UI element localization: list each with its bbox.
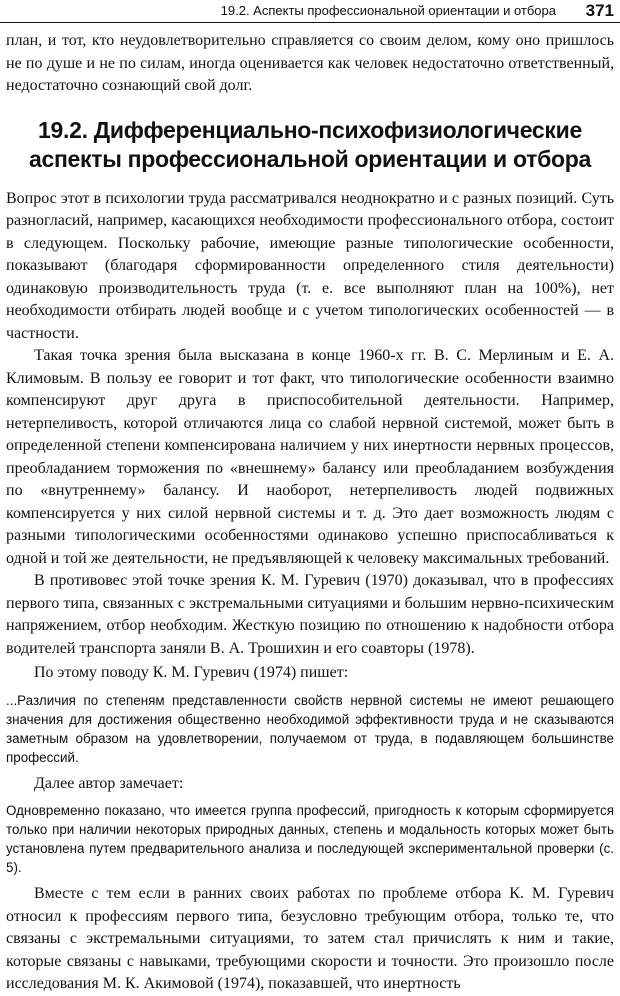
paragraph-3: В противовес этой точке зрения К. М. Гуревич (1970) доказывал, что в профессиях первого типа, связанных с экстремальными ситуациями и большим нервно-психическим напряжением, отбор необходим. Жесткую позицию по отношению к надобности отбора водителей транспорта заняли В. А. Трошихин и его соавторы (1978). xyxy=(6,572,614,657)
section-heading: 19.2. Дифференциально-психофизиологические аспекты профессиональной ориентации и отбора xyxy=(28,116,591,172)
quote-2: Одновременно показано, что имеется группа профессий, пригодность к которым сформируется только при наличии некоторых природных данных, степень и модальность которых может быть установлена путем предварительного анализа и последующей экспериментальной проверки (с. 5). xyxy=(6,803,614,875)
running-header-title: 19.2. Аспекты профессиональной ориентации и отбора xyxy=(220,3,556,18)
quote-1: ...Различия по степеням представленности свойств нервной системы не имеют решающего значения для достижения общественно необходимой эффективности труда и не сказываются заметным образом на удовлетворении, получаемом от труда, в подавляющем большинстве профессий. xyxy=(6,692,614,765)
final-paragraph: Вместе с тем если в ранних своих работах по проблеме отбора К. М. Гуревич относил к профессиям первого типа, безусловно требующим отбора, только те, что связаны с экстремальными ситуациями, то затем стал причислять к ним и такие, которые связаны с навыками, требующими скорости и точности. Это произошло после исследования М. К. Акимовой (1974), показавшей, что инертность xyxy=(6,885,614,992)
continuation-line: Далее автор замечает: xyxy=(34,774,184,792)
page-body xyxy=(6,30,614,996)
page-number: 371 xyxy=(585,1,614,20)
running-header xyxy=(0,0,620,22)
paragraph-1: Вопрос этот в психологии труда рассматривался неоднократно и с разных позиций. Суть разногласий, например, касающихся необходимости профессионального отбора, состоит в следующем. Поскольку рабочие, имеющие разные типологические особенности, показывают (благодаря сформированности определенного стиля деятельности) одинаковую производительность труда (т. е. все выполняют план на 100%), нет необходимости отбирать людей вообще и с учетом типологических особенностей — в частности. xyxy=(6,189,614,342)
paragraph-4: По этому поводу К. М. Гуревич (1974) пишет: xyxy=(34,664,349,681)
paragraph-2: Такая точка зрения была высказана в конце 1960-х гг. В. С. Мерлиным и Е. А. Климовым. В пользу ее говорит и тот факт, что типологические особенности взаимно компенсируют друг друга в приспособительной деятельности. Например, нетерпеливость, которой отличаются лица со слабой нервной системой, может быть в определенной степени компенсирована наличием у них инертности нервных процессов, преобладанием торможения по «внешнему» балансу или преобладанием возбуждения по «внутреннему» балансу. И наоборот, нетерпеливость людей подвижных компенсируется у них силой нервной системы и т. д. Это дает возможность людям с разными типологическими особенностями одинаково успешно приспосабливаться к одной и той же деятельности, не предъявляющей к человеку максимальных требований. xyxy=(6,347,614,567)
header-divider xyxy=(0,22,620,23)
intro-paragraph: план, и тот, кто неудовлетворительно справляется со своим делом, кому оно пришлось не по душе и не по силам, иногда оценивается как человек недостаточно ответственный, недостаточно сознающий свой долг. xyxy=(6,32,614,94)
